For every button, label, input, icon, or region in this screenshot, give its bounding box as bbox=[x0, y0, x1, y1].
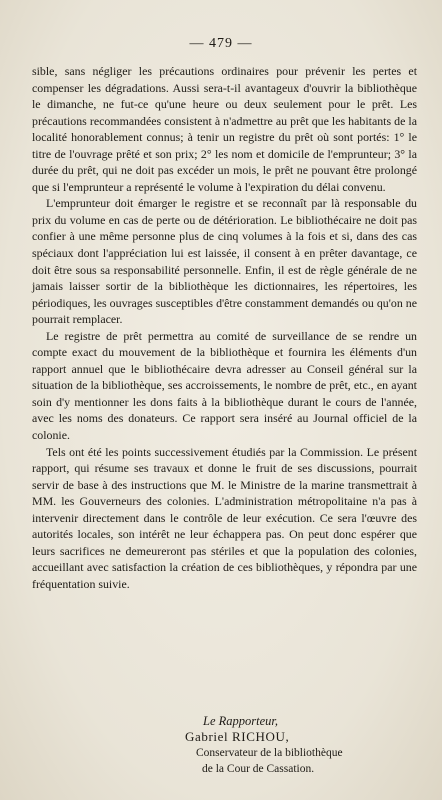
paragraph: L'emprunteur doit émarger le registre et se reconnaît par là responsable du prix du volume en cas de perte ou de détérioration. Le bibliothécaire ne doit pas confier à une même personne plus de cinq volumes à la fois et si, dans des cas spéciaux dont l'appréciation lui est laissée, il consent à en prêter davantage, ce doit être sous sa responsabilité personnelle. Enfin, il est de règle générale de ne jamais laisser sortir de la bibliothèque les dictionnaires, les répertoires, les périodiques, les ouvrages susceptibles d'être constamment demandés ou qu'on ne pourrait remplacer. bbox=[32, 196, 417, 327]
signature-name: Gabriel RICHOU, bbox=[185, 729, 290, 744]
signature-role: Le Rapporteur, bbox=[203, 714, 278, 728]
body-text bbox=[32, 63, 417, 593]
paragraph: sible, sans négliger les précautions ordinaires pour prévenir les pertes et compenser les dégradations. Aussi sera-t-il avantageux d'ouvrir la bibliothèque le dimanche, ne fut-ce qu'une heure ou deux seulement pour le prêt. Les précautions recommandées consistent à n'admettre au prêt que les habitants de la localité honorablement connus; à tenir un registre du prêt où sont portés: 1° le titre de l'ouvrage prêté et son prix; 2° les nom et domicile de l'emprunteur; 3° la durée du prêt, qui ne doit pas excéder un mois, le prêt ne pouvant être prolongé que si l'emprunteur a représenté le volume à l'expiration du délai convenu. bbox=[32, 64, 417, 194]
page-number: — 479 — bbox=[189, 36, 253, 51]
paragraph: Le registre de prêt permettra au comité de surveillance de se rendre un compte exact du mouvement de la bibliothèque et fournira les éléments d'un rapport annuel que le bibliothécaire devra adresser au Conseil général sur la situation de la bibliothèque, ses accroissements, le nombre de prêt, etc., en ayant soin d'y mentionner les dons faits à la bibliothèque durant le cours de l'année, avec les noms des donateurs. Ce rapport sera inséré au Journal officiel de la colonie. bbox=[32, 328, 417, 443]
signature-title: de la Cour de Cassation. bbox=[202, 763, 315, 775]
paragraph: Tels ont été les points successivement étudiés par la Commission. Le présent rapport, qui résume ses travaux et donne le fruit de ses discussions, pourrait servir de base à des instructions que M. le Ministre de la marine transmettrait à MM. les Gouverneurs des colonies. L'administration métropolitaine n'a pas à intervenir directement dans le contrôle de leur exécution. Ce sera l'œuvre des autorités locales, son intérêt ne leur échappera pas. On peut donc espérer que leurs sacrifices ne demeureront pas stériles et que la population des colonies, accueillant avec satisfaction la création de ces bibliothèques, y répondra par une fréquentation suivie. bbox=[32, 444, 417, 591]
signature-title: Conservateur de la bibliothèque bbox=[196, 747, 343, 759]
signature-block bbox=[0, 713, 442, 777]
